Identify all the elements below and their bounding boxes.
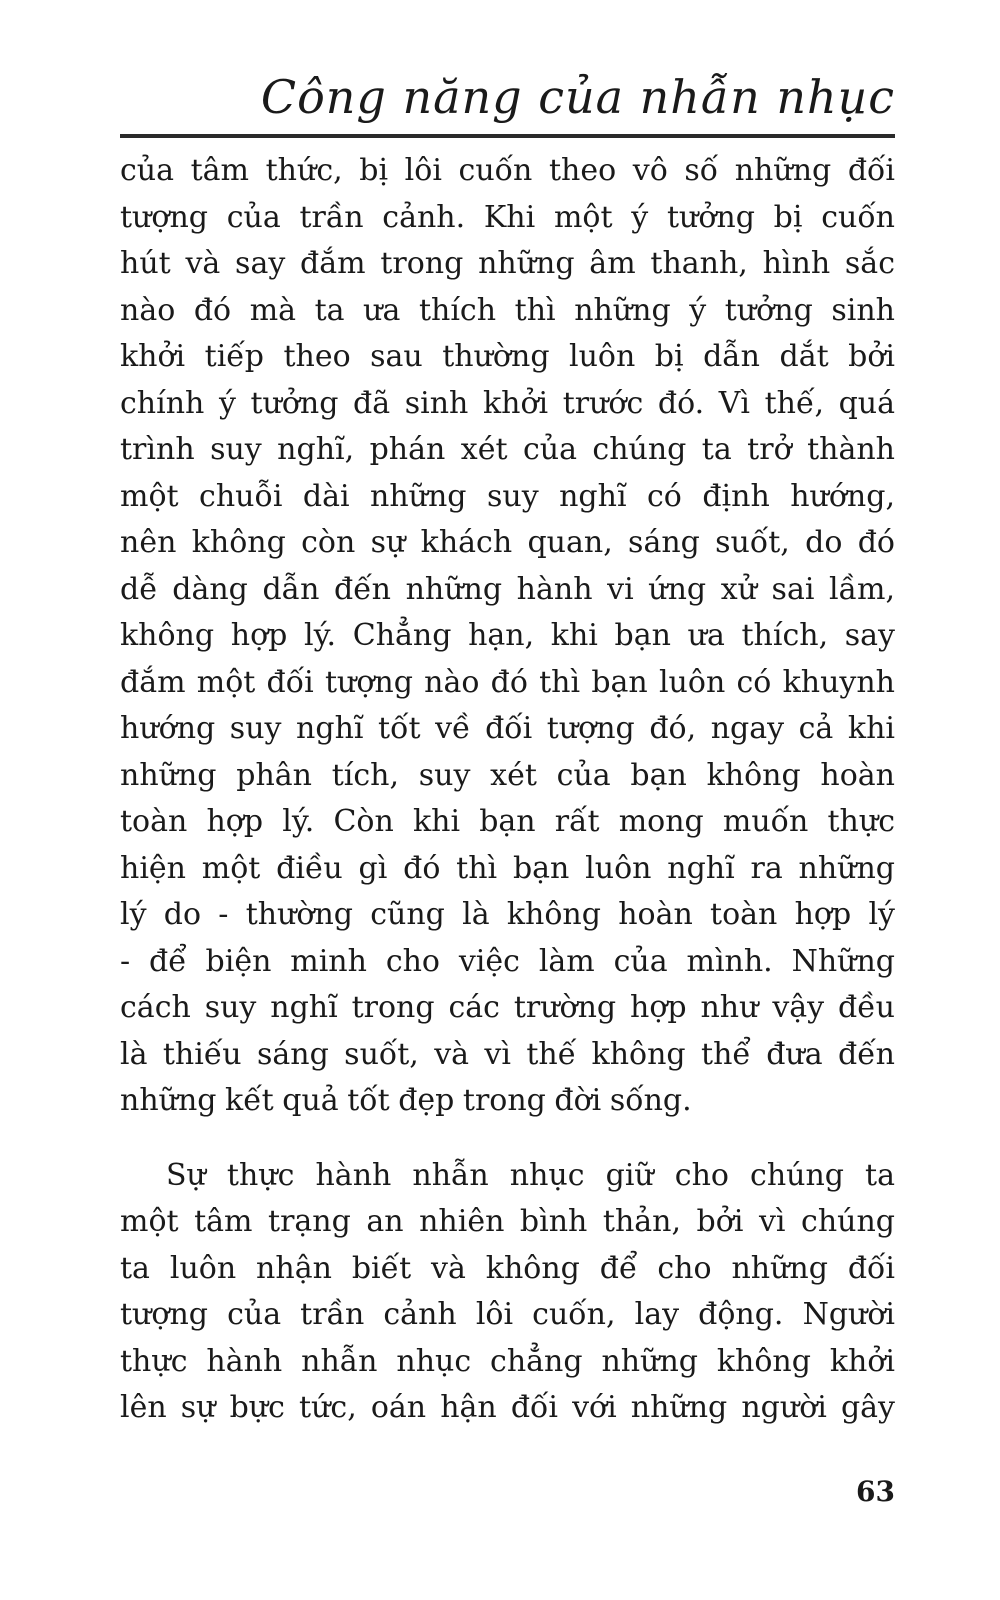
text-line: tượng của trần cảnh. Khi một ý tưởng bị cuốn <box>120 199 895 235</box>
text-line: trình suy nghĩ, phán xét của chúng ta trở thành <box>120 432 895 467</box>
text-line: khởi tiếp theo sau thường luôn bị dẫn dắt bởi <box>120 339 895 374</box>
text-line: cách suy nghĩ trong các trường hợp như vậy đều <box>120 990 895 1025</box>
text-line: đắm một đối tượng nào đó thì bạn luôn có khuynh <box>120 664 895 700</box>
text-line: một chuỗi dài những suy nghĩ có định hướng, <box>120 478 895 514</box>
page-number: 63 <box>856 1475 895 1508</box>
text-line: tượng của trần cảnh lôi cuốn, lay động. Người <box>120 1297 895 1332</box>
text-line: những phân tích, suy xét của bạn không hoàn <box>120 757 895 793</box>
text-line: nên không còn sự khách quan, sáng suốt, do đó <box>120 525 895 560</box>
text-line: Sự thực hành nhẫn nhục giữ cho chúng ta <box>166 1157 895 1193</box>
text-line: hướng suy nghĩ tốt về đối tượng đó, ngay cả khi <box>120 711 895 746</box>
text-line: dễ dàng dẫn đến những hành vi ứng xử sai lầm, <box>120 571 895 607</box>
text-line: của tâm thức, bị lôi cuốn theo vô số những đối <box>120 153 895 188</box>
text-line: hiện một điều gì đó thì bạn luôn nghĩ ra những <box>120 850 895 886</box>
running-header-title: Công năng của nhẫn nhục <box>260 70 895 124</box>
header-divider <box>120 134 895 138</box>
text-line: không hợp lý. Chẳng hạn, khi bạn ưa thích, say <box>120 618 895 653</box>
text-line: thực hành nhẫn nhục chẳng những không khởi <box>120 1343 895 1379</box>
text-line: chính ý tưởng đã sinh khởi trước đó. Vì thế, quá <box>120 385 895 421</box>
text-line: toàn hợp lý. Còn khi bạn rất mong muốn thực <box>120 804 895 839</box>
paragraph-2 <box>120 1153 895 1432</box>
text-line: lý do - thường cũng là không hoàn toàn hợp lý <box>120 897 895 932</box>
text-line: - để biện minh cho việc làm của mình. Những <box>120 943 895 979</box>
text-line: những kết quả tốt đẹp trong đời sống. <box>120 1083 692 1118</box>
body-text <box>120 148 895 1432</box>
text-line: lên sự bực tức, oán hận đối với những người gây <box>120 1390 895 1425</box>
text-line: một tâm trạng an nhiên bình thản, bởi vì chúng <box>120 1204 895 1239</box>
text-line: nào đó mà ta ưa thích thì những ý tưởng sinh <box>120 292 895 328</box>
text-line: ta luôn nhận biết và không để cho những đối <box>120 1250 895 1286</box>
text-line: hút và say đắm trong những âm thanh, hình sắc <box>120 246 895 281</box>
paragraph-1 <box>120 148 895 1125</box>
text-line: là thiếu sáng suốt, và vì thế không thể đưa đến <box>120 1036 895 1072</box>
